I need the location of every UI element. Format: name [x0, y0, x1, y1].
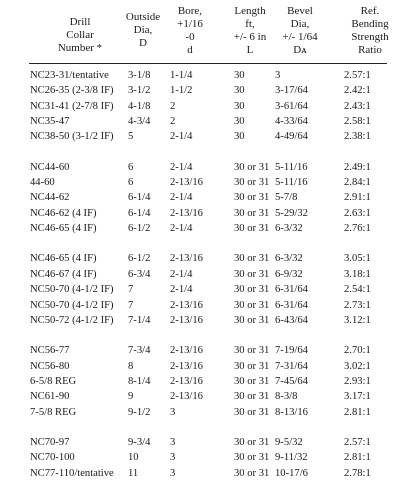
bevel-diameter: 3: [275, 70, 281, 81]
bending-strength-ratio: 2.81:1: [344, 452, 371, 463]
bevel-diameter: 4-33/64: [275, 116, 308, 127]
length: 30 or 31: [234, 468, 270, 479]
outside-diameter: 5: [128, 131, 134, 142]
bending-strength-ratio: 2.91:1: [344, 192, 371, 203]
bore-diameter: 1-1/4: [170, 70, 193, 81]
length: 30 or 31: [234, 208, 270, 219]
header-col5-line: Ref.: [360, 5, 380, 17]
length: 30 or 31: [234, 162, 270, 173]
bore-diameter: 2-1/4: [170, 131, 193, 142]
header-col5-line: Strength: [351, 31, 389, 43]
bending-strength-ratio: 2.54:1: [344, 284, 371, 295]
bore-diameter: 1-1/2: [170, 85, 193, 96]
bore-diameter: 3: [170, 407, 176, 418]
length: 30 or 31: [234, 361, 270, 372]
outside-diameter: 11: [128, 468, 139, 479]
outside-diameter: 6-3/4: [128, 269, 151, 280]
bevel-diameter: 4-49/64: [275, 131, 308, 142]
bevel-diameter: 7-19/64: [275, 345, 308, 356]
length: 30: [234, 85, 245, 96]
drill-collar-number: NC70-97: [30, 437, 70, 448]
bevel-diameter: 9-5/32: [275, 437, 303, 448]
bevel-diameter: 6-3/32: [275, 223, 303, 234]
bore-diameter: 2-13/16: [170, 361, 203, 372]
bending-strength-ratio: 3.12:1: [344, 315, 371, 326]
header-col0-line: Drill: [69, 16, 91, 28]
header-col5-line: Bending: [351, 18, 389, 30]
bending-strength-ratio: 2.63:1: [344, 208, 371, 219]
header-col1-line: Dia,: [133, 24, 153, 36]
bevel-diameter: 8-13/16: [275, 407, 308, 418]
outside-diameter: 4-1/8: [128, 101, 151, 112]
drill-collar-number: NC46-65 (4 IF): [30, 223, 97, 234]
bending-strength-ratio: 2.78:1: [344, 468, 371, 479]
bore-diameter: 2-1/4: [170, 269, 193, 280]
drill-collar-number: NC46-65 (4 IF): [30, 253, 97, 264]
length: 30 or 31: [234, 284, 270, 295]
bevel-diameter: 10-17/6: [275, 468, 308, 479]
drill-collar-number: NC50-70 (4-1/2 IF): [30, 284, 114, 295]
drill-collar-number: NC23-31/tentative: [30, 70, 109, 81]
outside-diameter: 7: [128, 284, 134, 295]
length: 30 or 31: [234, 452, 270, 463]
bore-diameter: 2-1/4: [170, 192, 193, 203]
bore-diameter: 2-1/4: [170, 162, 193, 173]
header-col4-line: Dᴀ: [293, 44, 307, 56]
length: 30: [234, 101, 245, 112]
bore-diameter: 2-13/16: [170, 345, 203, 356]
drill-collar-number: 6-5/8 REG: [30, 376, 77, 387]
drill-collar-number: NC31-41 (2-7/8 IF): [30, 101, 114, 112]
bevel-diameter: 5-11/16: [275, 162, 308, 173]
outside-diameter: 6: [128, 177, 134, 188]
bending-strength-ratio: 2.42:1: [344, 85, 371, 96]
outside-diameter: 8-1/4: [128, 376, 151, 387]
bore-diameter: 3: [170, 468, 176, 479]
outside-diameter: 3-1/8: [128, 70, 151, 81]
bore-diameter: 2-13/16: [170, 391, 203, 402]
header-col4-line: Bevel: [287, 5, 313, 17]
bending-strength-ratio: 2.84:1: [344, 177, 371, 188]
outside-diameter: 6: [128, 162, 134, 173]
bending-strength-ratio: 2.58:1: [344, 116, 371, 127]
bending-strength-ratio: 3.05:1: [344, 253, 371, 264]
drill-collar-number: NC50-70 (4-1/2 IF): [30, 300, 114, 311]
length: 30: [234, 116, 245, 127]
outside-diameter: 9-1/2: [128, 407, 151, 418]
bevel-diameter: 5-7/8: [275, 192, 298, 203]
header-col4-line: Dia,: [290, 18, 310, 30]
bevel-diameter: 6-9/32: [275, 269, 303, 280]
drill-collar-number: NC77-110/tentative: [30, 468, 114, 479]
bore-diameter: 2: [170, 101, 176, 112]
bending-strength-ratio: 2.70:1: [344, 345, 371, 356]
bore-diameter: 2-1/4: [170, 223, 193, 234]
header-col0-line: Collar: [66, 29, 94, 41]
drill-collar-number: NC38-50 (3-1/2 IF): [30, 131, 114, 142]
length: 30 or 31: [234, 223, 270, 234]
drill-collar-number: NC61-90: [30, 391, 70, 402]
length: 30: [234, 70, 245, 81]
header-col1-line: D: [139, 37, 147, 49]
header-col0-line: Number *: [57, 42, 103, 54]
length: 30 or 31: [234, 391, 270, 402]
bending-strength-ratio: 3.02:1: [344, 361, 371, 372]
bevel-diameter: 6-31/64: [275, 284, 308, 295]
length: 30 or 31: [234, 300, 270, 311]
bending-strength-ratio: 3.18:1: [344, 269, 371, 280]
outside-diameter: 6-1/2: [128, 223, 151, 234]
header-col5-line: Ratio: [358, 44, 382, 56]
outside-diameter: 9-3/4: [128, 437, 151, 448]
length: 30 or 31: [234, 437, 270, 448]
drill-collar-number: 7-5/8 REG: [30, 407, 77, 418]
outside-diameter: 9: [128, 391, 134, 402]
drill-collar-number: NC44-62: [30, 192, 70, 203]
bevel-diameter: 7-45/64: [275, 376, 308, 387]
header-col4-line: +/- 1/64: [282, 31, 318, 43]
bevel-diameter: 3-17/64: [275, 85, 308, 96]
header-col3-line: +/- 6 in: [233, 31, 267, 43]
outside-diameter: 7-1/4: [128, 315, 151, 326]
drill-collar-number: NC56-77: [30, 345, 70, 356]
header-col1-line: Outside: [125, 11, 161, 23]
bore-diameter: 2-13/16: [170, 315, 203, 326]
outside-diameter: 4-3/4: [128, 116, 151, 127]
header-col3-line: L: [246, 44, 254, 56]
bending-strength-ratio: 2.76:1: [344, 223, 371, 234]
outside-diameter: 6-1/2: [128, 253, 151, 264]
header-col2-line: Bore,: [177, 5, 203, 17]
bore-diameter: 2-13/16: [170, 177, 203, 188]
bevel-diameter: 3-61/64: [275, 101, 308, 112]
bending-strength-ratio: 3.17:1: [344, 391, 371, 402]
bending-strength-ratio: 2.93:1: [344, 376, 371, 387]
drill-collar-number: NC56-80: [30, 361, 70, 372]
bevel-diameter: 5-29/32: [275, 208, 308, 219]
outside-diameter: 6-1/4: [128, 208, 151, 219]
length: 30 or 31: [234, 253, 270, 264]
length: 30 or 31: [234, 315, 270, 326]
outside-diameter: 10: [128, 452, 139, 463]
outside-diameter: 7: [128, 300, 134, 311]
bending-strength-ratio: 2.57:1: [344, 437, 371, 448]
length: 30 or 31: [234, 407, 270, 418]
drill-collar-number: NC46-67 (4 IF): [30, 269, 97, 280]
outside-diameter: 6-1/4: [128, 192, 151, 203]
length: 30 or 31: [234, 192, 270, 203]
drill-collar-number: NC46-62 (4 IF): [30, 208, 97, 219]
length: 30 or 31: [234, 376, 270, 387]
bevel-diameter: 5-11/16: [275, 177, 308, 188]
length: 30: [234, 131, 245, 142]
header-col2-line: d: [187, 44, 193, 56]
bevel-diameter: 6-3/32: [275, 253, 303, 264]
header-col2-line: -0: [185, 31, 195, 43]
bevel-diameter: 6-31/64: [275, 300, 308, 311]
bore-diameter: 2-13/16: [170, 208, 203, 219]
drill-collar-number: NC35-47: [30, 116, 70, 127]
header-divider: [29, 63, 387, 64]
bore-diameter: 3: [170, 437, 176, 448]
bevel-diameter: 9-11/32: [275, 452, 308, 463]
bevel-diameter: 7-31/64: [275, 361, 308, 372]
bore-diameter: 2-13/16: [170, 300, 203, 311]
bending-strength-ratio: 2.49:1: [344, 162, 371, 173]
bevel-diameter: 6-43/64: [275, 315, 308, 326]
outside-diameter: 8: [128, 361, 134, 372]
outside-diameter: 7-3/4: [128, 345, 151, 356]
length: 30 or 31: [234, 269, 270, 280]
drill-collar-number: NC26-35 (2-3/8 IF): [30, 85, 114, 96]
header-col2-line: +1/16: [177, 18, 203, 30]
outside-diameter: 3-1/2: [128, 85, 151, 96]
bending-strength-ratio: 2.57:1: [344, 70, 371, 81]
bore-diameter: 3: [170, 452, 176, 463]
bending-strength-ratio: 2.43:1: [344, 101, 371, 112]
bore-diameter: 2: [170, 116, 176, 127]
length: 30 or 31: [234, 177, 270, 188]
bevel-diameter: 8-3/8: [275, 391, 298, 402]
bore-diameter: 2-1/4: [170, 284, 193, 295]
drill-collar-number: 44-60: [30, 177, 55, 188]
bore-diameter: 2-13/16: [170, 376, 203, 387]
header-col3-line: Length: [234, 5, 266, 17]
bore-diameter: 2-13/16: [170, 253, 203, 264]
drill-collar-number: NC44-60: [30, 162, 70, 173]
drill-collar-number: NC50-72 (4-1/2 IF): [30, 315, 114, 326]
header-col3-line: ft,: [245, 18, 255, 30]
bending-strength-ratio: 2.81:1: [344, 407, 371, 418]
bending-strength-ratio: 2.38:1: [344, 131, 371, 142]
length: 30 or 31: [234, 345, 270, 356]
bending-strength-ratio: 2.73:1: [344, 300, 371, 311]
drill-collar-number: NC70-100: [30, 452, 75, 463]
